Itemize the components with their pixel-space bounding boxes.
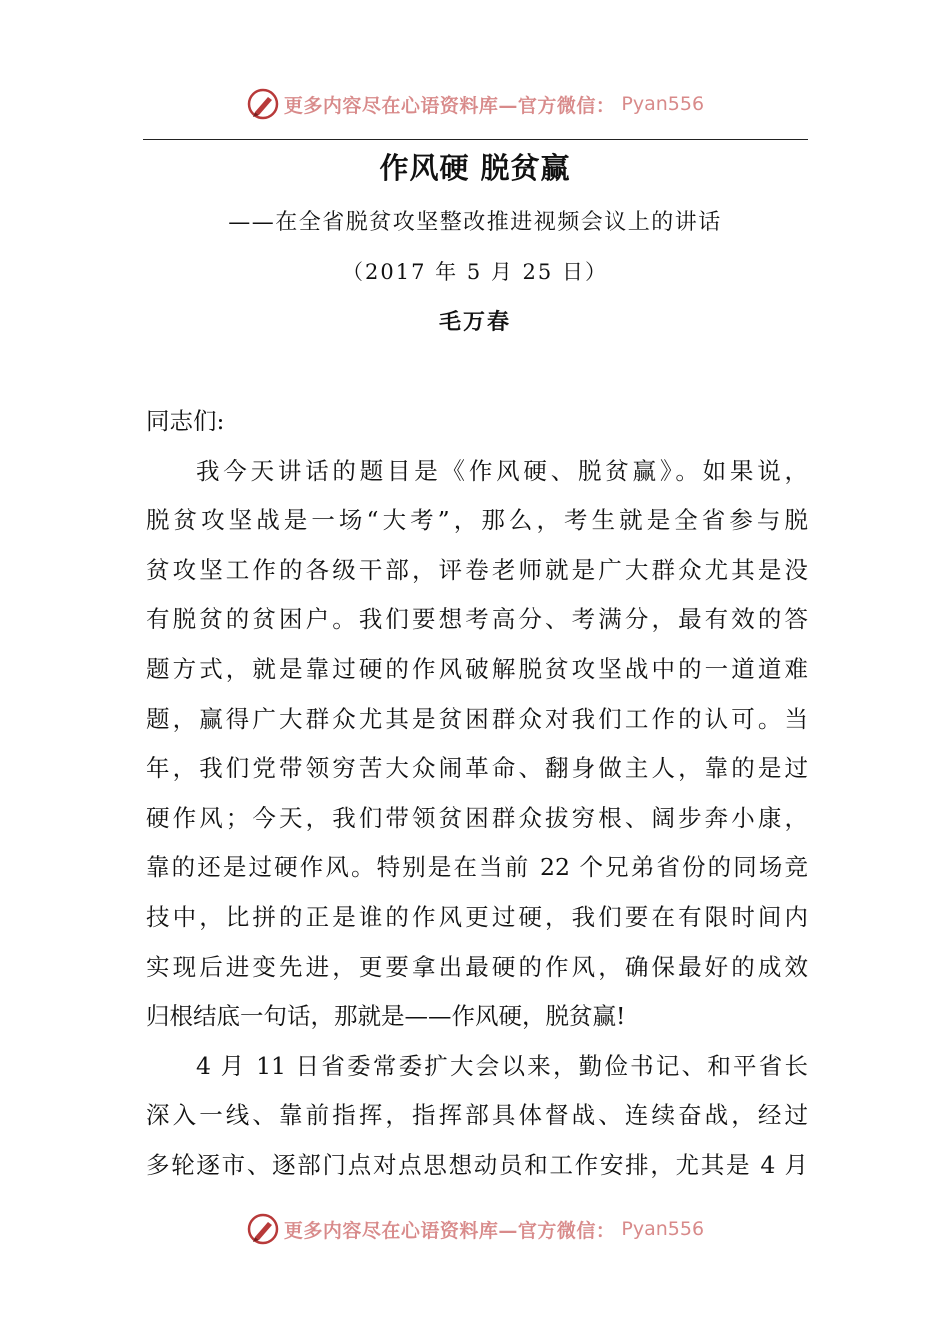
paragraph-line: 我今天讲话的题目是《作风硬、脱贫赢》。如果说， [196, 456, 808, 485]
paragraph-line: 年，我们党带领穷苦大众闹革命、翻身做主人，靠的是过 [146, 754, 808, 783]
paragraph-line: 深入一线、靠前指挥，指挥部具体督战、连续奋战，经过 [146, 1101, 808, 1130]
paragraph-line: 4 月 11 日省委常委扩大会以来，勤俭书记、和平省长 [196, 1051, 808, 1080]
pen-logo-icon [246, 1212, 280, 1246]
paragraph-line: 题方式，就是靠过硬的作风破解脱贫攻坚战中的一道道难 [146, 654, 808, 683]
watermark-account: Pyan556 [621, 1218, 705, 1240]
paragraph-line: 归根结底一句话，那就是——作风硬，脱贫赢! [146, 1002, 626, 1031]
paragraph-line: 有脱贫的贫困户。我们要想考高分、考满分，最有效的答 [146, 605, 808, 634]
paragraph [146, 1042, 808, 1191]
greeting: 同志们: [146, 407, 225, 435]
document-title: 作风硬 脱贫赢 [379, 151, 571, 185]
paragraph-line: 脱贫攻坚战是一场“大考”，那么，考生就是全省参与脱 [146, 506, 808, 535]
paragraph-line: 贫攻坚工作的各级干部，评卷老师就是广大群众尤其是没 [146, 555, 808, 584]
document-subtitle: ——在全省脱贫攻坚整改推进视频会议上的讲话 [228, 210, 722, 235]
watermark-account: Pyan556 [621, 93, 705, 115]
paragraph-line: 多轮逐市、逐部门点对点思想动员和工作安排，尤其是 4 月 [146, 1150, 808, 1179]
document-date: （2017 年 5 月 25 日） [342, 260, 608, 284]
document-author: 毛万春 [438, 309, 511, 335]
header-divider [143, 139, 808, 140]
paragraph-line: 靠的还是过硬作风。特别是在当前 22 个兄弟省份的同场竞 [146, 853, 808, 882]
paragraph-line: 硬作风；今天，我们带领贫困群众拔穷根、阔步奔小康， [146, 803, 808, 832]
paragraph-line: 题，赢得广大群众尤其是贫困群众对我们工作的认可。当 [146, 704, 808, 733]
document-body [146, 397, 808, 1191]
paragraph-line: 实现后进变先进，更要拿出最硬的作风，确保最好的成效 [146, 952, 808, 981]
watermark-text: 更多内容尽在心语资料库—官方微信： [283, 1219, 616, 1242]
pen-logo-icon [246, 87, 280, 121]
paragraph-line: 技中，比拼的正是谁的作风更过硬，我们要在有限时间内 [146, 902, 808, 931]
paragraph [146, 447, 808, 1042]
watermark-footer [0, 1209, 950, 1249]
watermark-text: 更多内容尽在心语资料库—官方微信： [283, 94, 616, 117]
watermark-header [0, 84, 950, 124]
